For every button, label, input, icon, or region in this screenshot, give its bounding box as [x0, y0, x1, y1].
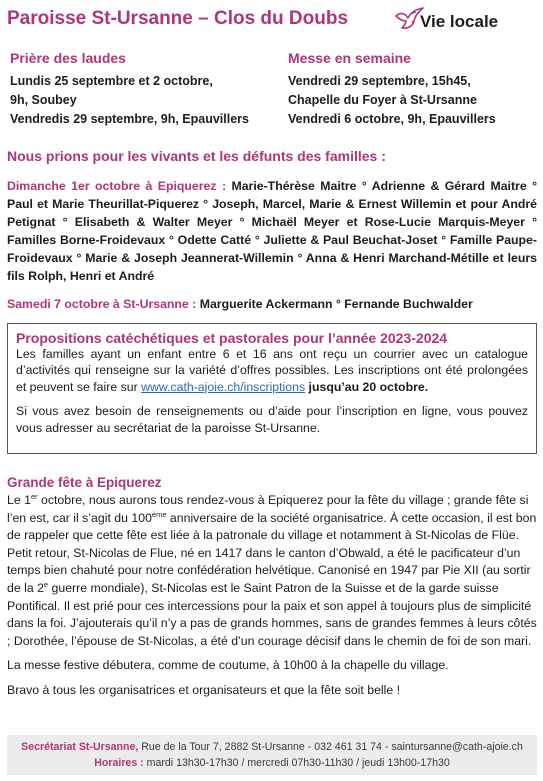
fete-text: Le 1: [7, 493, 31, 507]
superscript: er: [30, 491, 38, 501]
catechese-help: Si vous avez besoin de renseignements ou d’aide pour l’inscription en ligne, vous pouvez vous adresser au secrétariat de la paroisse St-Ursanne.: [16, 404, 528, 435]
fete-section: [7, 473, 538, 700]
fete-text: octobre, nous aurons tous rendez-vous à Epiquerez pour la fête du village ; grande fête si l’en est, car il s’agit du 100: [7, 493, 529, 525]
prayers-list: [7, 177, 537, 313]
footer-address-line: [7, 739, 537, 755]
fete-text: anniversaire de la société organisatrice. À cette occasion, il est bon de rappeler que cette fête est liée à la patronale du village et notamment à St-Nicolas de Flüe.: [7, 510, 537, 543]
messe-semaine-block: [288, 72, 496, 129]
messe-line: Vendredi 29 septembre, 15h45,: [288, 74, 471, 88]
sunday-names: Marie-Thérèse Maitre ° Adrienne & Gérard Maitre ° Paul et Marie Theurillat-Piquerez ° Joseph, Marcel, Marie & Ernest Willemin et pour André Petignat ° Elisabeth & Walter Meyer ° Michaël Meyer et Rose-Lucie Marquis-Meyer ° Familles Borne-Froidevaux ° Odette Catté ° Juliette & Paul Beuchat-Joset ° Famille Paupe-Froidevaux ° Marie & Joseph Jeannerat-Willemin ° Anna & Henri Marchand-Métille et leurs fils Rolph, Henri et André: [7, 179, 537, 283]
footer-hours-line: [7, 755, 537, 771]
catechese-paragraph: [16, 346, 528, 395]
fete-paragraph: [7, 545, 538, 651]
fete-paragraph: [7, 492, 538, 545]
footer-hours: mardi 13h30-17h30 / mercredi 07h30-11h30 / jeudi 13h00-17h30: [143, 757, 450, 769]
sunday-intentions: [7, 177, 537, 285]
page-title: Paroisse St-Ursanne – Clos du Doubs: [7, 8, 349, 29]
laudes-line: Lundis 25 septembre et 2 octobre,: [10, 74, 213, 88]
catechese-box: [7, 323, 537, 454]
messe-semaine-title: Messe en semaine: [288, 50, 411, 66]
footer-label: Secrétariat St-Ursanne,: [21, 741, 139, 753]
header: [0, 6, 543, 36]
fete-paragraph: La messe festive débutera, comme de coutume, à 10h00 à la chapelle du village.: [7, 658, 449, 673]
inscriptions-link[interactable]: www.cath-ajoie.ch/inscriptions: [141, 379, 306, 394]
laudes-line: Vendredis 29 septembre, 9h, Epauvillers: [10, 112, 249, 126]
laudes-line: 9h, Soubey: [10, 93, 77, 107]
fete-title: Grande fête à Epiquerez: [7, 475, 162, 490]
saturday-label: Samedi 7 octobre à St-Ursanne :: [7, 297, 197, 311]
catechese-title: Propositions catéchétiques et pastorales pour l’année 2023-2024: [16, 330, 448, 346]
messe-line: Vendredi 6 octobre, 9h, Epauvillers: [288, 112, 496, 126]
sunday-label: Dimanche 1er octobre à Epiquerez :: [7, 179, 227, 193]
footer: [7, 735, 537, 775]
catechese-deadline: jusqu’au 20 octobre.: [308, 379, 429, 394]
superscript: ème: [151, 509, 167, 519]
vie-locale-logo: [394, 6, 539, 36]
prayers-title: Nous prions pour les vivants et les défunts des familles :: [7, 148, 386, 164]
laudes-block: [10, 72, 249, 129]
fete-paragraph: Bravo à tous les organisatrices et organisateurs et que la fête soit belle !: [7, 682, 401, 697]
saturday-intentions: [7, 295, 537, 313]
fete-text: Petit retour, St-Nicolas de Flue, né en 1417 dans le canton d’Obwald, a été le pacificateur d’un temps bien chahuté pour notre confédération helvétique. Canonisé en 1947 par Pie XII (au sortir de la 2: [7, 545, 531, 595]
messe-line: Chapelle du Foyer à St-Ursanne: [288, 93, 477, 107]
superscript: e: [43, 579, 49, 589]
saturday-names: Marguerite Ackermann ° Fernande Buchwalder: [199, 297, 473, 311]
catechese-text: Les familles ayant un enfant entre 6 et 16 ans ont reçu un courrier avec un catalogue d’activités qui renseigne sur la variété d’offres possibles. Les inscriptions ont été prolongées et peuvent se faire sur: [16, 347, 528, 394]
fete-text: guerre mondiale), St-Nicolas est le Saint Patron de la Suisse et de la garde suisse Pontifical. Il est prié pour ces intercessions pour la paix et son appel à toujours plus de simplicité dans la foi. J’ajouterais qu’il n’y a pas de grands hommes, sans de grandes femmes à leurs côtés ; Dorothée, l’épouse de St-Nicolas, a été d’un courage décisif dans le chemin de foi de son mari.: [7, 580, 537, 648]
footer-address: Rue de la Tour 7, 2882 St-Ursanne - 032 461 31 74 - saintursanne@cath-ajoie.ch: [138, 741, 523, 753]
footer-label: Horaires :: [94, 757, 144, 769]
logo-text: Vie locale: [420, 12, 499, 31]
laudes-title: Prière des laudes: [10, 50, 126, 66]
